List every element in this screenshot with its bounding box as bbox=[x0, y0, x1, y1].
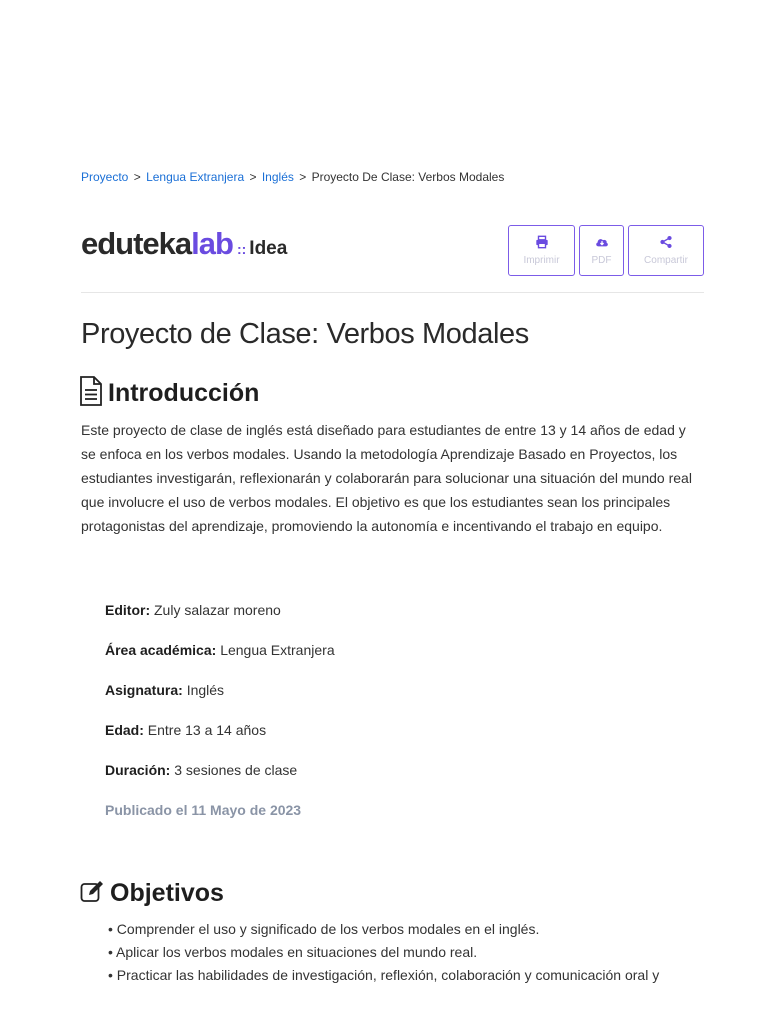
page-title: Proyecto de Clase: Verbos Modales bbox=[81, 318, 529, 350]
editor-row bbox=[105, 601, 605, 641]
breadcrumb-separator: > bbox=[133, 170, 141, 184]
objectives-list bbox=[108, 918, 728, 987]
project-details bbox=[105, 601, 605, 819]
subject-row bbox=[105, 681, 605, 721]
print-label: Imprimir bbox=[523, 255, 560, 266]
academic-area-label: Área académica: bbox=[105, 642, 217, 658]
age-row bbox=[105, 721, 605, 761]
share-button[interactable] bbox=[628, 225, 704, 276]
editor-label: Editor: bbox=[105, 602, 151, 618]
breadcrumb-current: Proyecto De Clase: Verbos Modales bbox=[311, 170, 505, 184]
share-label: Compartir bbox=[644, 255, 688, 266]
header-divider bbox=[81, 292, 704, 293]
age-label: Edad: bbox=[105, 722, 144, 738]
logo-text-lab: lab bbox=[191, 226, 233, 261]
breadcrumb-separator: > bbox=[299, 170, 307, 184]
breadcrumb-link-proyecto[interactable]: Proyecto bbox=[81, 170, 129, 184]
breadcrumb bbox=[81, 170, 504, 184]
action-toolbar bbox=[508, 225, 704, 276]
objectives-heading bbox=[79, 876, 224, 906]
pdf-download-button[interactable] bbox=[579, 225, 624, 276]
age-value: Entre 13 a 14 años bbox=[147, 722, 267, 738]
edutekalab-logo[interactable] bbox=[81, 226, 287, 266]
academic-area-value: Lengua Extranjera bbox=[220, 642, 335, 658]
list-item: • Comprender el uso y significado de los verbos modales en el inglés. bbox=[108, 918, 728, 941]
editor-value: Zuly salazar moreno bbox=[154, 602, 281, 618]
share-icon bbox=[659, 235, 673, 249]
printer-icon bbox=[535, 235, 549, 249]
logo-text-idea: Idea bbox=[249, 238, 288, 259]
list-item: • Practicar las habilidades de investigación, reflexión, colaboración y comunicación oral y bbox=[108, 964, 728, 987]
subject-value: Inglés bbox=[186, 682, 225, 698]
logo-text-eduteka: eduteka bbox=[81, 226, 192, 261]
objectives-title: Objetivos bbox=[110, 879, 224, 907]
published-date: Publicado el 11 Mayo de 2023 bbox=[105, 802, 302, 818]
breadcrumb-separator: > bbox=[249, 170, 257, 184]
edit-icon bbox=[79, 876, 105, 906]
introduction-heading bbox=[79, 376, 259, 406]
breadcrumb-link-lengua-extranjera[interactable]: Lengua Extranjera bbox=[146, 170, 245, 184]
academic-area-row bbox=[105, 641, 605, 681]
pdf-label: PDF bbox=[591, 255, 612, 266]
introduction-title: Introducción bbox=[108, 379, 260, 407]
cloud-download-icon bbox=[595, 235, 609, 249]
list-item: • Aplicar los verbos modales en situaciones del mundo real. bbox=[108, 941, 728, 964]
logo-separator: :: bbox=[236, 241, 247, 257]
duration-label: Duración: bbox=[105, 762, 171, 778]
subject-label: Asignatura: bbox=[105, 682, 183, 698]
breadcrumb-link-ingles[interactable]: Inglés bbox=[261, 170, 294, 184]
duration-row bbox=[105, 761, 605, 801]
duration-value: 3 sesiones de clase bbox=[174, 762, 298, 778]
introduction-text: Este proyecto de clase de inglés está diseñado para estudiantes de entre 13 y 14 años de edad y se enfoca en los verbos modales. Usando la metodología Aprendizaje Basado en Proyectos, los estudiantes investigarán, reflexionarán y colaborarán para solucionar una situación del mundo real que involucre el uso de verbos modales. El objetivo es que los estudiantes sean los principales protagonistas del aprendizaje, promoviendo la autonomía e incentivando el trabajo en equipo. bbox=[81, 422, 692, 534]
print-button[interactable] bbox=[508, 225, 575, 276]
document-icon bbox=[79, 376, 103, 406]
